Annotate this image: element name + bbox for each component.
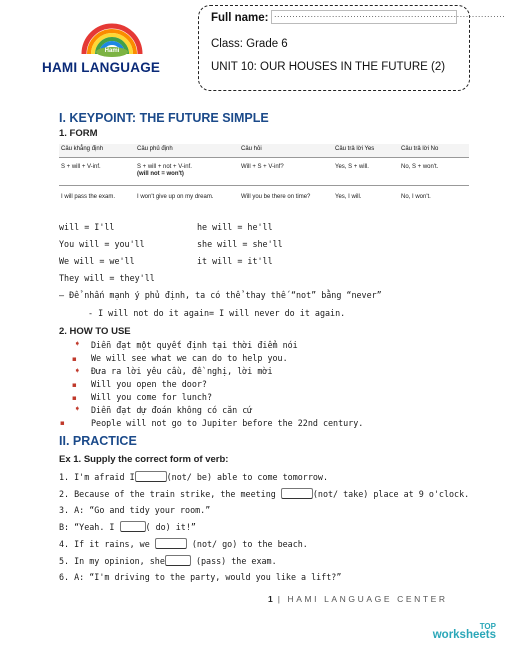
use-item: Will you come for lunch? [91,392,213,402]
how-to-use-title: 2. HOW TO USE [59,326,131,337]
table-cell: Will + S + V-inf? [239,157,333,185]
table-header-cell: Câu hỏi [239,144,333,157]
answer-blank[interactable] [281,488,313,499]
watermark-bottom: worksheets [432,629,496,641]
ex1-title: Ex 1. Supply the correct form of verb: [59,454,229,465]
use-item: We will see what we can do to help you. [91,353,288,363]
table-cell: Yes, S + will. [333,157,399,185]
table-header-cell: Câu khẳng định [59,144,135,157]
dot-bullet-icon: ▪ [72,394,77,402]
contraction-i: will = I'll [59,222,115,232]
contraction-he: he will = he'll [197,222,273,232]
section-2-title: II. PRACTICE [59,434,137,448]
topworksheets-watermark [430,622,496,641]
answer-blank[interactable] [155,538,187,549]
exercise-item: 2. Because of the train strike, the meeting (not/ take) place at 9 o'clock. [59,489,470,499]
table-row [59,185,469,207]
use-item: Diễn đạt dự đoán không có căn cứ [91,405,253,415]
emphasis-note: – Để nhấn mạnh ý phủ định, ta có thể thay thế “not” bằng “never” [59,290,382,300]
hami-logo [42,12,182,82]
exercise-item: B: “Yeah. I ( do) it!” [59,522,196,532]
emphasis-example: - I will not do it again= I will never do it again. [88,308,346,318]
arrow-bullet-icon: ➧ [74,366,81,375]
contraction-they: They will = they'll [59,273,155,283]
unit-title: UNIT 10: OUR HOUSES IN THE FUTURE (2) [211,61,446,73]
section-1-title: I. KEYPOINT: THE FUTURE SIMPLE [59,111,269,125]
answer-blank[interactable] [135,471,167,482]
table-cell: Yes, I will. [335,193,362,200]
table-row [59,157,469,185]
answer-blank[interactable] [165,555,191,566]
full-name-label: Full name: [211,12,269,24]
table-cell: Will you be there on time? [241,193,311,200]
exercise-item: 3. A: “Go and tidy your room.” [59,505,211,515]
table-cell: S + will + not + V-inf. (will not = won't) [135,157,239,185]
use-item: Will you open the door? [91,379,207,389]
svg-text:Hami: Hami [104,48,120,54]
table-header-cell: Câu trả lời No [399,144,469,157]
use-item: Đưa ra lời yêu cầu, đề nghị, lời mời [91,366,273,376]
dot-bullet-icon: ▪ [72,355,77,363]
watermark-top: TOP [479,622,496,631]
exercise-item: 6. A: “I'm driving to the party, would you like a lift?” [59,572,342,582]
contraction-it: it will = it'll [197,256,273,266]
table-header-row [59,144,469,157]
table-cell: No, S + won't. [399,157,469,185]
student-info-box [198,5,505,91]
form-title: 1. FORM [59,128,98,139]
table-cell: No, I won't. [401,193,431,200]
table-header-cell: Câu trả lời Yes [333,144,399,157]
arrow-bullet-icon: ➧ [74,339,81,348]
dot-bullet-icon: ▪ [72,381,77,389]
contraction-she: she will = she'll [197,239,283,249]
table-cell: I will pass the exam. [61,193,116,200]
footer-center: | HAMI LANGUAGE CENTER [277,594,448,604]
exercise-item: 5. In my opinion, she (pass) the exam. [59,556,277,566]
arrow-bullet-icon: ➧ [74,404,81,413]
class-label: Class: Grade 6 [211,38,288,50]
table-cell: I won't give up on my dream. [137,193,214,200]
exercise-item: 4. If it rains, we (not/ go) to the beach. [59,539,308,549]
page-number: 1 [268,594,273,604]
table-header-cell: Câu phủ định [135,144,239,157]
use-item: People will not go to Jupiter before the 22nd century. [91,418,364,428]
dot-bullet-icon: ▪ [60,419,65,427]
full-name-field[interactable]: ............................................................................ [271,10,457,24]
form-table [59,144,469,207]
table-note: (will not = won't) [137,171,184,177]
exercise-item: 1. I'm afraid I (not/ be) able to come tomorrow. [59,472,328,482]
answer-blank[interactable] [120,521,146,532]
page-footer [268,594,448,604]
table-cell: S + will + V-inf. [59,157,135,185]
brand-name: HAMI LANGUAGE [42,60,161,75]
contraction-you: You will = you'll [59,239,145,249]
use-item: Diễn đạt một quyết định tại thời điểm nói [91,340,298,350]
rainbow-logo-icon [80,14,144,60]
contraction-we: We will = we'll [59,256,135,266]
